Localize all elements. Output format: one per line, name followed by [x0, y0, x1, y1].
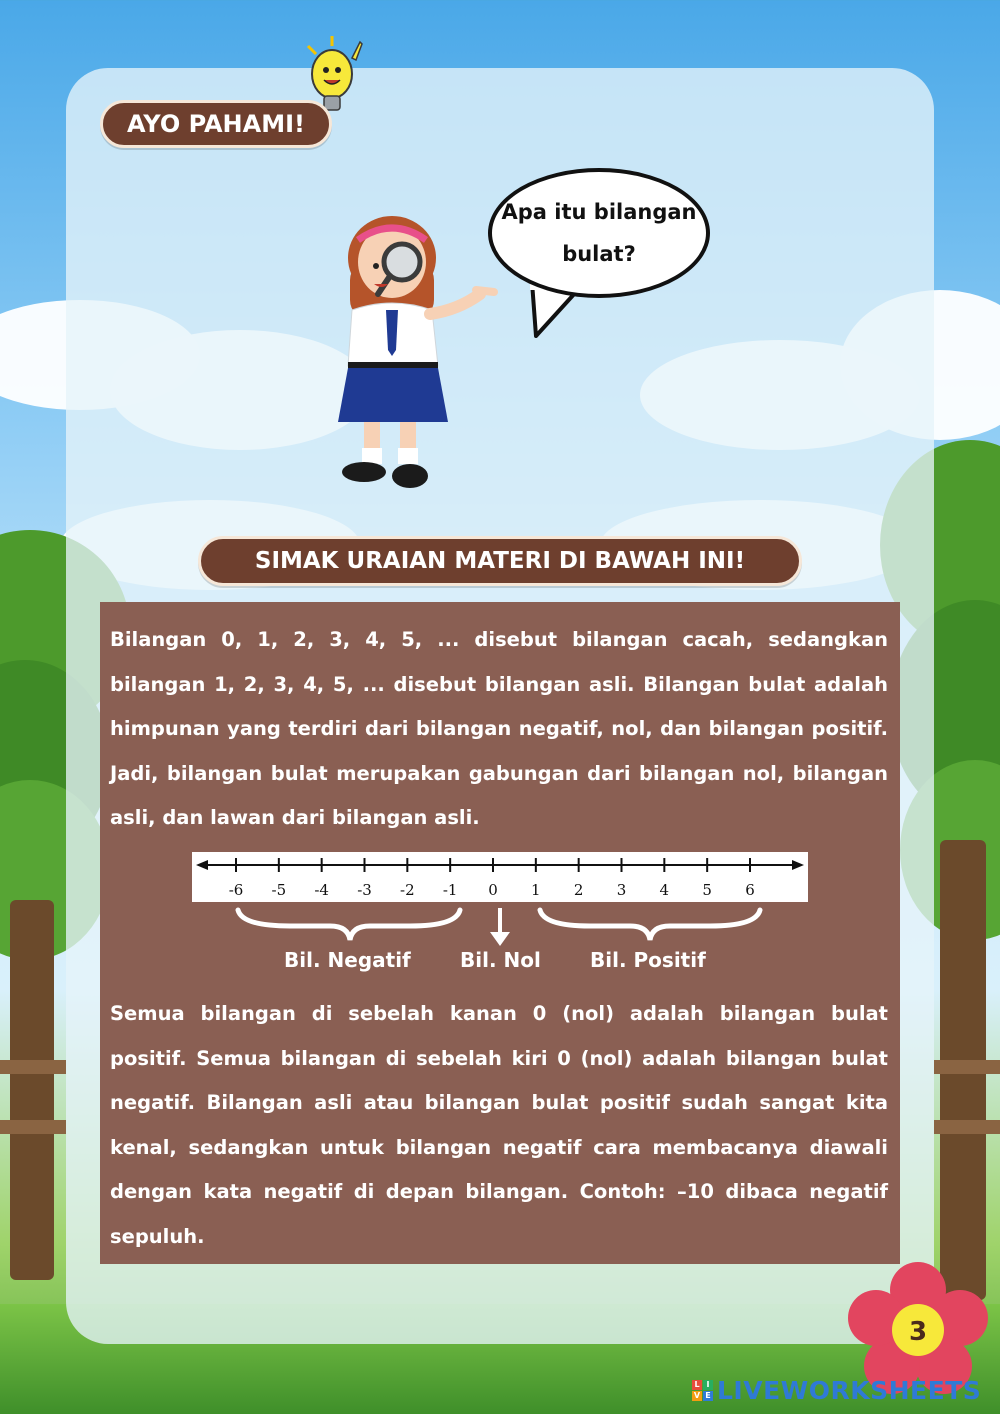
speech-bubble-line: bulat?	[562, 242, 636, 266]
number-line-tick-label: -5	[271, 881, 287, 899]
logo-cell: L	[692, 1380, 702, 1390]
liveworksheets-logo-icon	[692, 1380, 713, 1401]
logo-cell: V	[693, 1391, 701, 1400]
number-line-tick-label: -1	[442, 881, 458, 899]
arrow-right-icon	[792, 860, 804, 870]
label-positive: Bil. Positif	[590, 948, 706, 972]
number-line-braces	[230, 904, 770, 950]
number-line-tick-label: 5	[702, 881, 712, 899]
brace-negative	[238, 910, 460, 940]
student-girl-illustration	[330, 210, 500, 495]
arrow-left-icon	[196, 860, 208, 870]
fence-rail	[934, 1120, 1000, 1134]
material-paragraph: Bilangan 0, 1, 2, 3, 4, 5, ... disebut bilangan cacah, sedangkan bilangan 1, 2, 3, 4, 5, ... disebut bilangan asli. Bilangan bulat adalah himpunan yang terdiri dari bilangan negatif, nol, dan bilangan positif. Jadi, bilangan bulat merupakan gabungan dari bilangan nol, bilangan asli, dan lawan dari bilangan asli.	[110, 628, 888, 829]
number-line-tick-label: -3	[357, 881, 372, 899]
section-badge-ayo-pahami: AYO PAHAMI!	[100, 100, 332, 148]
number-line-tick-label: 3	[616, 881, 627, 899]
number-line-tick-label: -2	[400, 881, 415, 899]
number-line-tick-label: 2	[573, 881, 584, 899]
number-line-tick-label: 4	[659, 881, 670, 899]
brace-positive	[540, 910, 760, 940]
arrow-down-head	[490, 932, 510, 946]
fence-rail	[934, 1060, 1000, 1074]
speech-bubble	[488, 168, 710, 298]
number-line-tick-label: 6	[745, 881, 755, 899]
fence-rail	[0, 1060, 66, 1074]
watermark-text: LIVEWORKSHEETS	[717, 1376, 982, 1405]
liveworksheets-watermark	[692, 1376, 981, 1405]
section-title-simak: SIMAK URAIAN MATERI DI BAWAH INI!	[198, 536, 802, 586]
number-line-tick-label: -6	[228, 881, 244, 899]
number-line-tick-label: 0	[488, 881, 498, 899]
number-line-box	[192, 852, 808, 902]
logo-cell: E	[703, 1391, 713, 1401]
page-number: 3	[908, 1317, 928, 1347]
tree-trunk	[10, 900, 54, 1280]
label-zero: Bil. Nol	[460, 948, 541, 972]
logo-cell: I	[703, 1380, 713, 1390]
material-paragraph: Semua bilangan di sebelah kanan 0 (nol) adalah bilangan bulat positif. Semua bilangan di sebelah kiri 0 (nol) adalah bilangan bulat negatif. Bilangan asli atau bilangan bulat positif sudah sangat kita kenal, sedangkan untuk bilangan negatif cara membacanya diawali dengan kata negatif di depan bilangan. Contoh: –10 dibaca negatif sepuluh.	[110, 1002, 888, 1248]
number-line-tick-label: -4	[314, 881, 329, 899]
number-line-tick-label: 1	[531, 881, 541, 899]
speech-bubble-line: Apa itu bilangan	[501, 200, 697, 224]
page-number-flower	[848, 1262, 988, 1394]
fence-rail	[0, 1120, 66, 1134]
number-line	[192, 852, 808, 902]
label-negative: Bil. Negatif	[284, 948, 411, 972]
